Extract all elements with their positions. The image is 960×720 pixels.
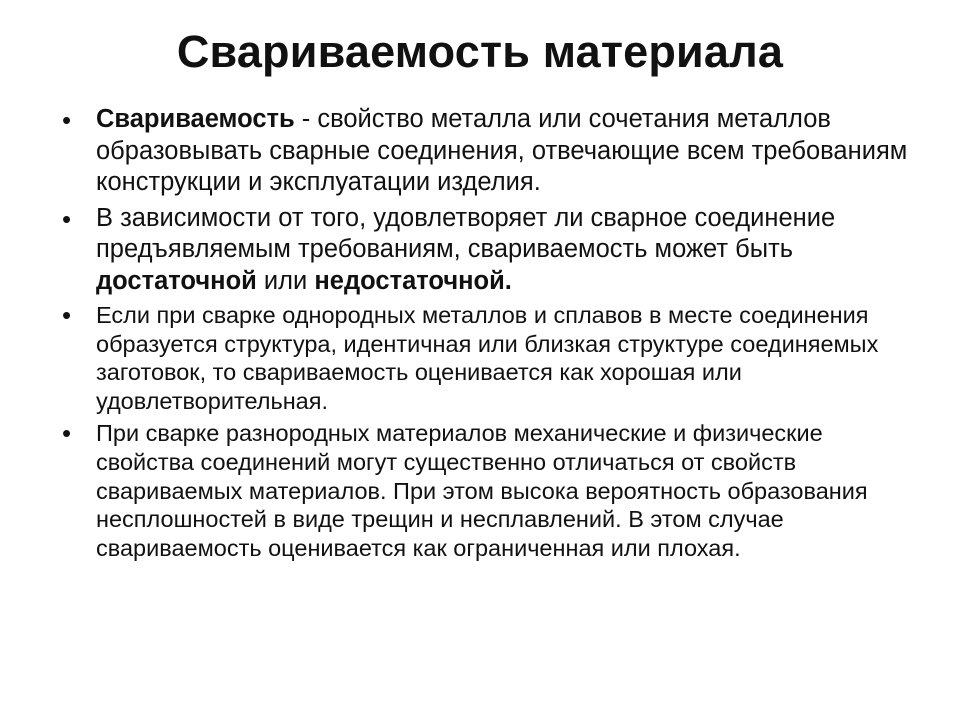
bold-term-insufficient: недостаточной. — [314, 266, 512, 295]
bullet-text: - свойство металла или сочетания металлов образовывать сварные соединения, отвечающие всем требованиям конструкции и эксплуатации изделия. — [96, 105, 908, 196]
bullet-text: В зависимости от того, удовлетворяет ли сварное соединение предъявляемым требованиям, свариваемость может быть — [96, 203, 836, 263]
term-bold: Свариваемость — [96, 105, 295, 133]
bullet-icon: • — [62, 300, 72, 330]
bullet-icon: • — [62, 203, 72, 234]
bullet-icon: • — [62, 105, 72, 135]
bullet-item — [62, 203, 922, 298]
bullet-item — [62, 301, 922, 415]
bullet-text: Если при сварке однородных металлов и сплавов в месте соединения образуется структура, идентичная или близкая структуре соединяемых заготовок, то свариваемость оценивается как хорошая или удовлетворительная. — [96, 302, 879, 414]
bullet-item — [62, 104, 922, 199]
bullet-list — [62, 104, 922, 566]
slide-title: Свариваемость материала — [176, 26, 784, 77]
bullet-icon: • — [62, 418, 72, 449]
bold-term-sufficient: достаточной — [96, 266, 257, 295]
bullet-text: При сварке разнородных материалов механические и физические свойства соединений могут существенно отличаться от свойств свариваемых материалов. При этом высока вероятность образования несплошностей в виде трещин и несплавлений. В этом случае свариваемость оценивается как ограниченная или плохая. — [96, 420, 868, 561]
bullet-item — [62, 419, 922, 562]
bullet-text-middle: или — [256, 266, 315, 295]
